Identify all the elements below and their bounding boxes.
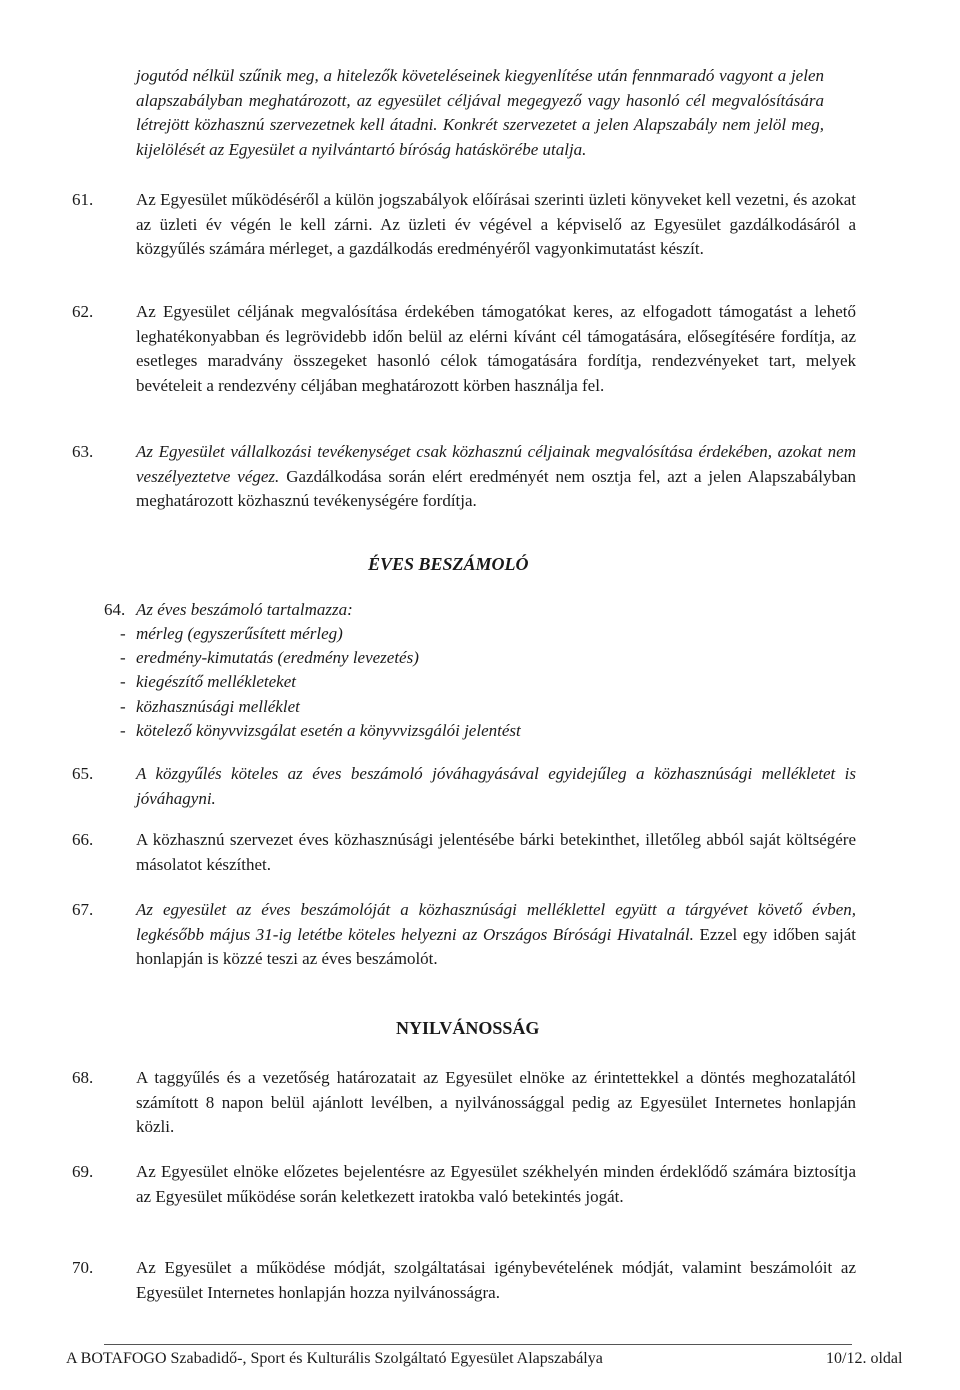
paragraph-number: 68. [72,1068,94,1087]
paragraph-text-plain: Gazdálkodása során elért eredményét nem osztja fel, azt a jelen Alapszabályban meghatározott közhasznú tevékenységére fordítja. [136,466,857,511]
paragraph-number: 66. [72,830,94,849]
paragraph-text: A közgyűlés köteles az éves beszámoló jóváhagyásával egyidejűleg a közhasznúsági mellékletet is jóváhagyni. [136,764,856,808]
report-contents-list [104,622,824,743]
intro-paragraph: jogutód nélkül szűnik meg, a hitelezők követeléseinek kiegyenlítése után fennmaradó vagyont a jelen alapszabályban meghatározott, az egyesület céljával megegyező vagy hasonló cél megvalósítására létrejött közhasznú szervezetnek kell átadni. Konkrét szervezetet a jelen Alapszabály nem jelöl meg, kijelölését az Egyesület a nyilvántartó bíróság hatáskörébe utalja. [136,66,824,160]
list-dash: - [120,720,126,740]
list-dash: - [120,696,126,716]
paragraph-text-plain: Ezzel egy időben saját honlapján is közzé teszi az éves beszámolót. [136,924,856,969]
paragraph-number: 65. [72,764,94,783]
paragraph-text-italic: Az Egyesület vállalkozási tevékenységet csak közhasznú céljainak megvalósítása érdekében, azokat nem veszélyeztetve végez. [136,442,856,486]
paragraph-68 [72,1066,856,1140]
paragraph-number: 61. [72,190,94,209]
paragraph-text: Az Egyesület a működése módját, szolgáltatásai igénybevételének módját, valamint beszámolóit az Egyesület Internetes honlapján hozza nyilvánosságra. [136,1258,856,1302]
paragraph-number: 64. [104,600,126,619]
list-dash: - [120,648,126,668]
list-dash: - [120,624,126,643]
list-item: - eredmény-kimutatás (eredmény levezetés) [104,646,824,670]
footer-page-number: 10/12. oldal [826,1350,903,1367]
paragraph-text: Az éves beszámoló tartalmazza: [136,600,353,619]
list-item: - közhasznúsági melléklet [104,695,824,719]
paragraph-number: 62. [72,302,94,321]
list-item: - kötelező könyvvizsgálat esetén a könyvvizsgálói jelentést [104,719,824,743]
paragraph-text: A taggyűlés és a vezetőség határozatait az Egyesület elnöke az érintettekkel a döntés meghozatalától számított 8 napon belül ajánlott levélben, a nyilvánossággal pedig az Egyesület Internetes honlapján közli. [136,1068,856,1137]
list-item: - kiegészítő mellékleteket [104,670,824,694]
paragraph-text: Az Egyesület elnöke előzetes bejelentésre az Egyesület székhelyén minden érdeklődő számára biztosítja az Egyesület működése során keletkezett iratokba való betekintés jogát. [136,1162,856,1206]
paragraph-text: Az Egyesület céljának megvalósítása érdekében támogatókat keres, az elfogadott támogatást a lehető leghatékonyabban és legrövidebb időn belül az elérni kívánt cél támogatására, elősegítésére fordítja, az esetleges maradvány összegeket hasonló célok támogatására fordítja, rendezvényeket tart, melyek bevételeit a rendezvény céljában meghatározott körben használja fel. [136,302,856,396]
paragraph-number: 69. [72,1162,94,1181]
paragraph-number: 67. [72,900,94,919]
paragraph-63 [72,440,857,514]
footer-document-title: A BOTAFOGO Szabadidő-, Sport és Kulturális Szolgáltató Egyesület Alapszabálya [66,1350,603,1367]
paragraph-number: 63. [72,442,94,461]
footer-divider [104,1344,852,1345]
paragraph-66 [72,828,856,877]
section-heading-eves-beszamolo: ÉVES BESZÁMOLÓ [368,554,529,574]
paragraph-number: 70. [72,1258,94,1277]
paragraph-69 [72,1160,856,1209]
paragraph-62 [72,300,856,399]
list-item: - mérleg (egyszerűsített mérleg) [104,622,824,646]
paragraph-70 [72,1256,856,1305]
list-dash: - [120,672,126,692]
paragraph-text-italic: Az egyesület az éves beszámolóját a közhasznúsági melléklettel együtt a tárgyévet követő évben, legkésőbb május 31-ig letétbe köteles helyezni az Országos Bírósági Hivatalnál. [136,900,856,944]
paragraph-61 [72,188,856,262]
paragraph-text: Az Egyesület működéséről a külön jogszabályok előírásai szerinti üzleti könyveket kell vezetni, és azokat az üzleti év végén le kell zárni. Az üzleti év végével a képviselő az Egyesület gazdálkodásáról a közgyűlés számára mérleget, a gazdálkodás eredményéről vagyonkimutatást készít. [136,190,856,259]
paragraph-65 [72,762,856,811]
section-heading-nyilvanossag: NYILVÁNOSSÁG [396,1018,540,1038]
paragraph-text: A közhasznú szervezet éves közhasznúsági jelentésébe bárki betekinthet, illetőleg abból saját költségére másolatot készíthet. [136,830,856,874]
paragraph-64 [104,598,824,623]
paragraph-67 [72,898,856,972]
